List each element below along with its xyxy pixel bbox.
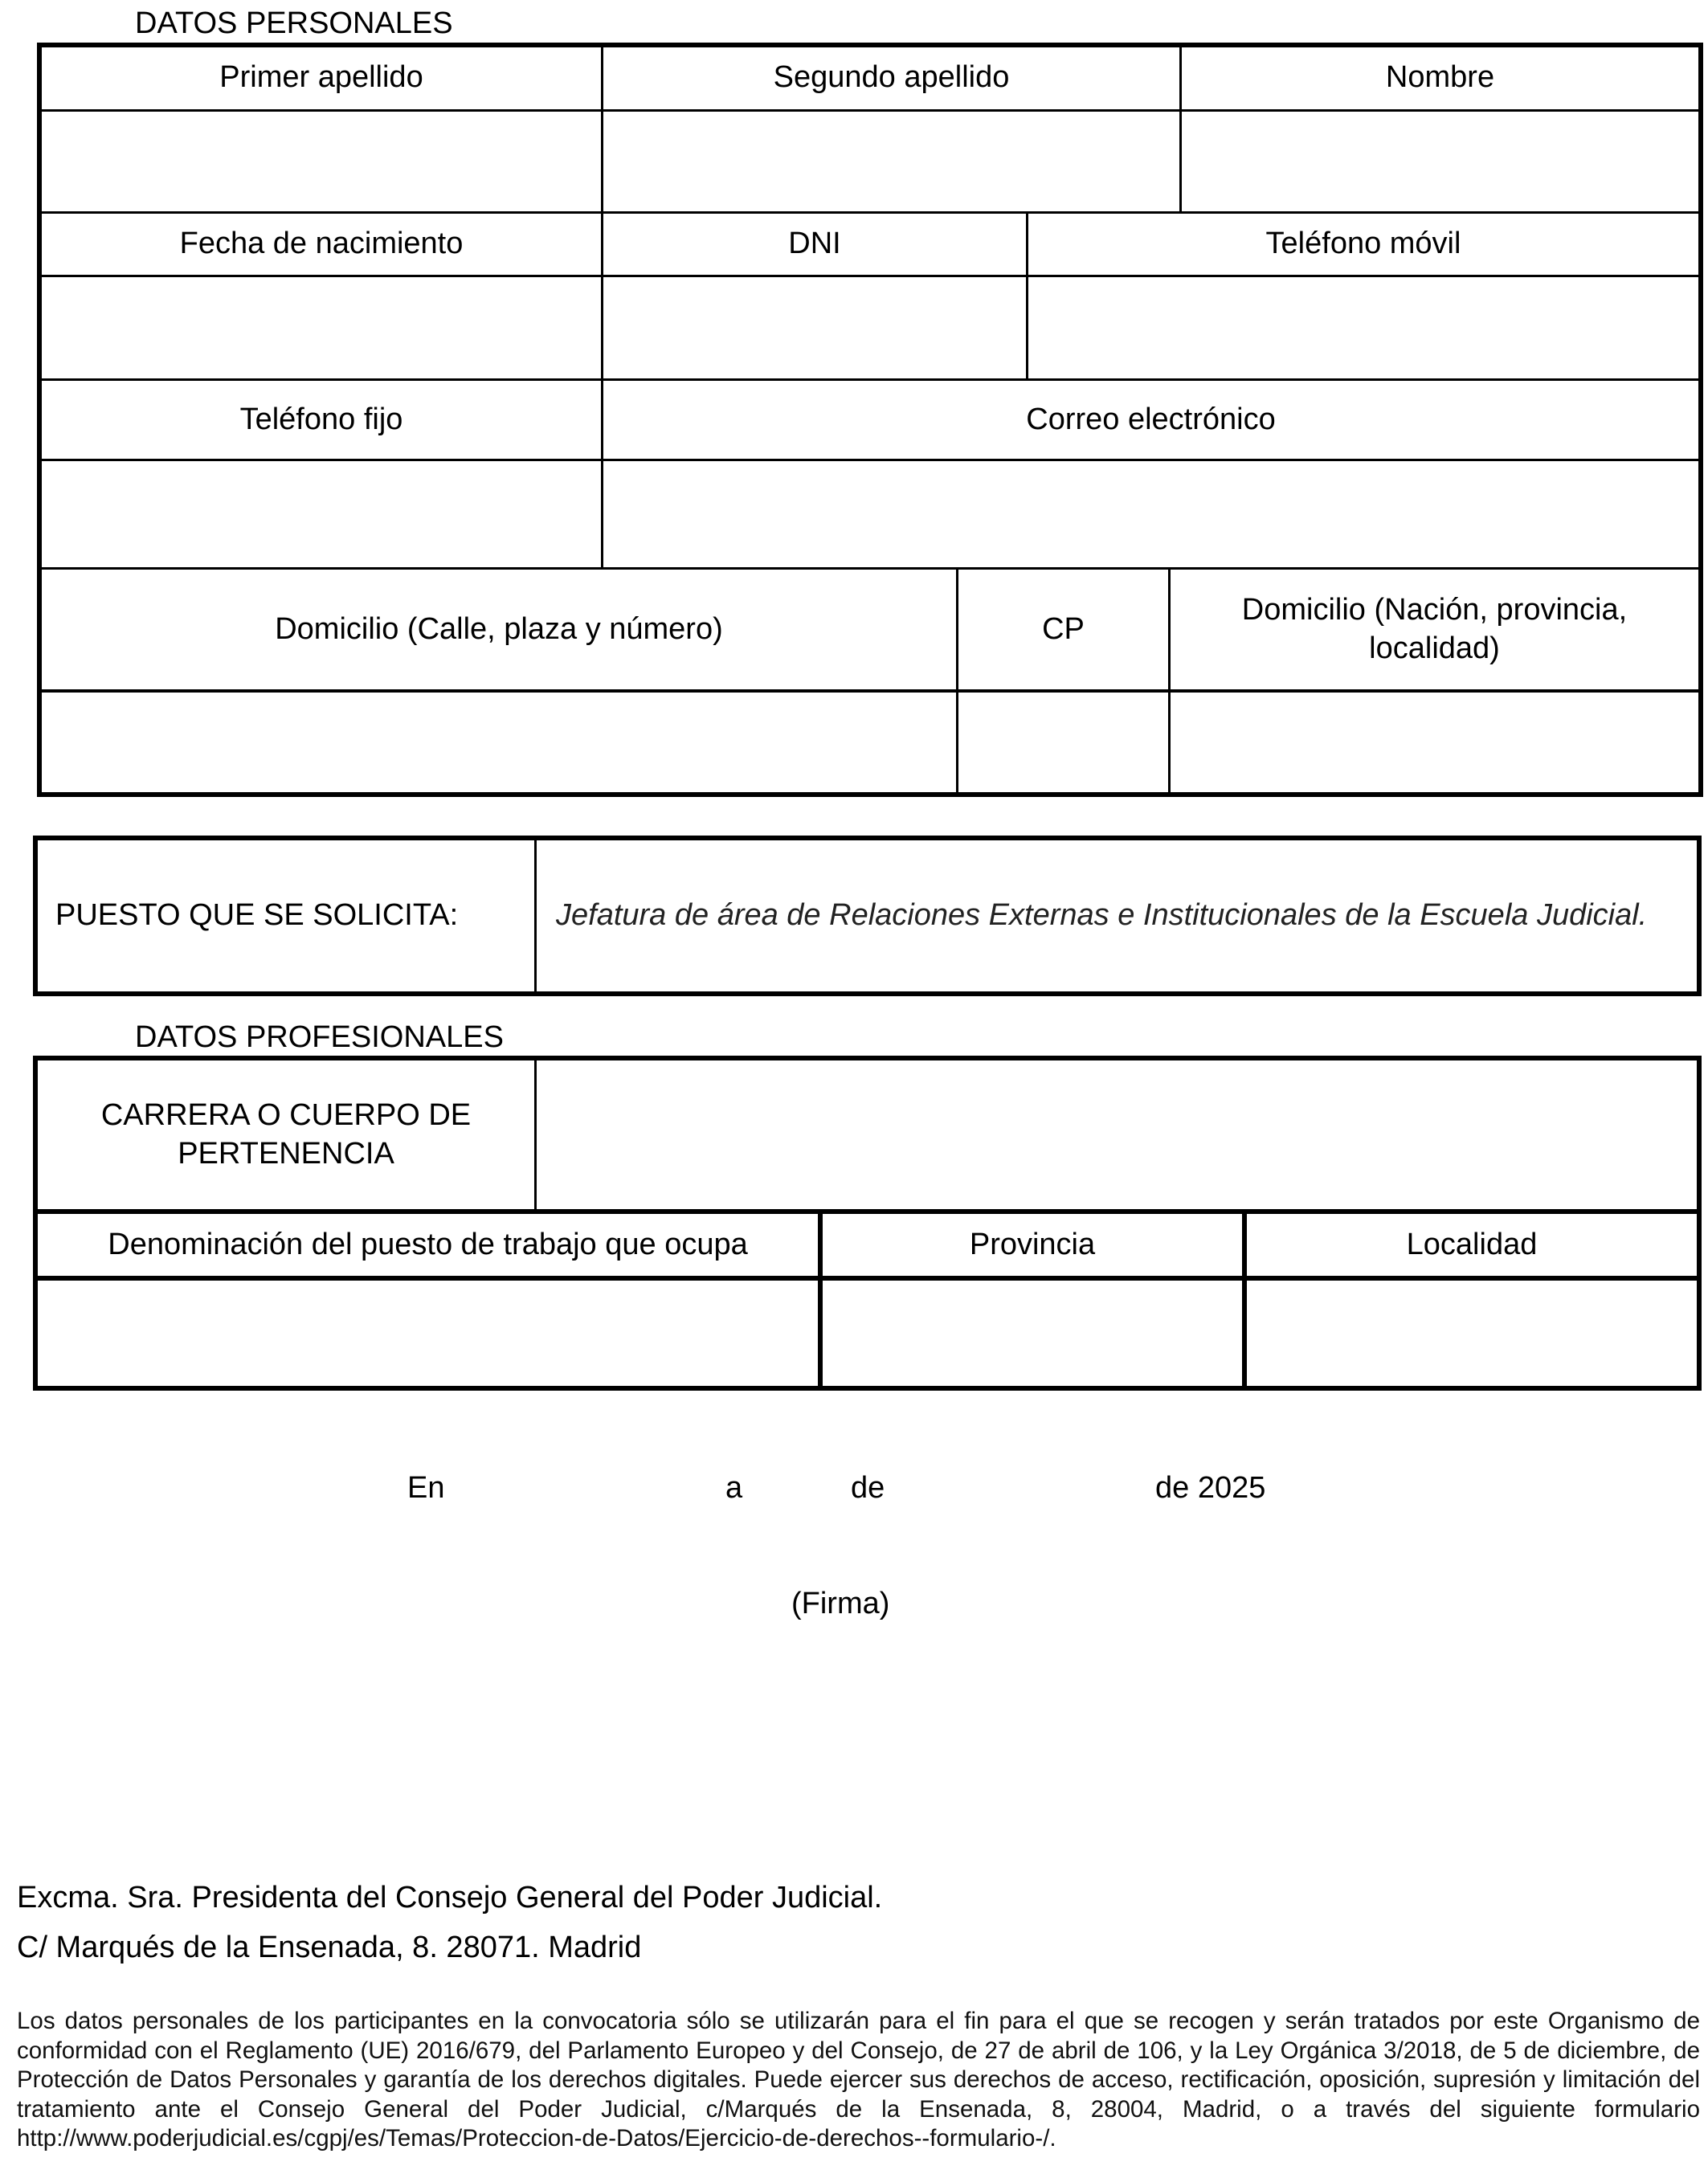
firma-label: (Firma): [791, 1587, 890, 1620]
dni-field[interactable]: [603, 277, 1026, 378]
fecha-nacimiento-field[interactable]: [42, 277, 601, 378]
month-field[interactable]: [892, 1466, 1149, 1506]
personal-data-table: [0, 0, 1708, 803]
label-nombre: Nombre: [1385, 60, 1495, 95]
addressee-line-2: C/ Marqués de la Ensenada, 8. 28071. Madrid: [17, 1931, 642, 1964]
provincia-field[interactable]: [823, 1281, 1242, 1386]
puesto-value: Jefatura de área de Relaciones Externas e Institucionales de la Escuela Judicial.: [556, 898, 1648, 933]
date-de-label: de: [851, 1471, 885, 1505]
label-dni: DNI: [788, 227, 841, 261]
place-field[interactable]: [458, 1466, 715, 1506]
label-localidad: Localidad: [1406, 1227, 1538, 1261]
professional-data-table: [0, 1044, 1708, 1398]
telefono-movil-field[interactable]: [1028, 277, 1698, 378]
date-a-label: a: [725, 1471, 743, 1505]
date-en-label: En: [407, 1471, 445, 1505]
label-fecha-nacimiento: Fecha de nacimiento: [179, 227, 464, 261]
date-year-label: de 2025: [1155, 1471, 1266, 1505]
segundo-apellido-field[interactable]: [603, 112, 1179, 211]
domicilio-nacion-field[interactable]: [1171, 693, 1698, 792]
label-cp: CP: [1042, 611, 1085, 646]
primer-apellido-field[interactable]: [42, 112, 601, 211]
label-telefono-fijo: Teléfono fijo: [239, 402, 403, 436]
carrera-field[interactable]: [537, 1060, 1697, 1209]
label-correo-electronico: Correo electrónico: [1026, 402, 1276, 436]
addressee-line-1: Excma. Sra. Presidenta del Consejo General del Poder Judicial.: [17, 1881, 883, 1915]
label-segundo-apellido: Segundo apellido: [773, 60, 1010, 95]
domicilio-calle-field[interactable]: [42, 693, 956, 792]
signature-area[interactable]: [562, 1631, 1141, 1824]
data-protection-notice: Los datos personales de los participantes en la convocatoria sólo se utilizarán para el fin para el que se recogen y serán tratados por este Organismo de conformidad con el Reglamento (UE) 2016/679, del Parlamento Europeo y del Consejo, de 27 de abril de 106, y la Ley Orgánica 3/2018, de 5 de diciembre, de Protección de Datos Personales y garantía de los derechos digitales. Puede ejercer sus derechos de acceso, rectificación, oposición, supresión y limitación del tratamiento ante el Consejo General del Poder Judicial, c/Marqués de la Ensenada, 8, 28004, Madrid, o a través del siguiente formulario http://www.poderjudicial.es/cgpj/es/Temas/Proteccion-de-Datos/Ejercicio-de-derechos--formulario-/.: [17, 2008, 1700, 2152]
telefono-fijo-field[interactable]: [42, 461, 601, 567]
cp-field[interactable]: [958, 693, 1168, 792]
section-title-datos-personales: DATOS PERSONALES: [135, 6, 453, 40]
label-domicilio-calle: Domicilio (Calle, plaza y número): [275, 611, 723, 646]
label-primer-apellido: Primer apellido: [219, 60, 423, 95]
day-field[interactable]: [751, 1466, 844, 1506]
carrera-label: CARRERA O CUERPO DE PERTENENCIA: [100, 1098, 472, 1171]
puesto-table: [0, 803, 1708, 1012]
localidad-field[interactable]: [1247, 1281, 1697, 1386]
label-telefono-movil: Teléfono móvil: [1265, 227, 1461, 261]
label-provincia: Provincia: [969, 1227, 1096, 1261]
correo-electronico-field[interactable]: [603, 461, 1698, 567]
label-denominacion-puesto: Denominación del puesto de trabajo que ocupa: [108, 1227, 748, 1261]
denominacion-puesto-field[interactable]: [38, 1281, 818, 1386]
nombre-field[interactable]: [1182, 112, 1698, 211]
section-title-datos-profesionales: DATOS PROFESIONALES: [135, 1020, 504, 1054]
label-domicilio-nacion: Domicilio (Nación, provincia, localidad): [1241, 593, 1628, 665]
puesto-label: PUESTO QUE SE SOLICITA:: [55, 898, 459, 933]
